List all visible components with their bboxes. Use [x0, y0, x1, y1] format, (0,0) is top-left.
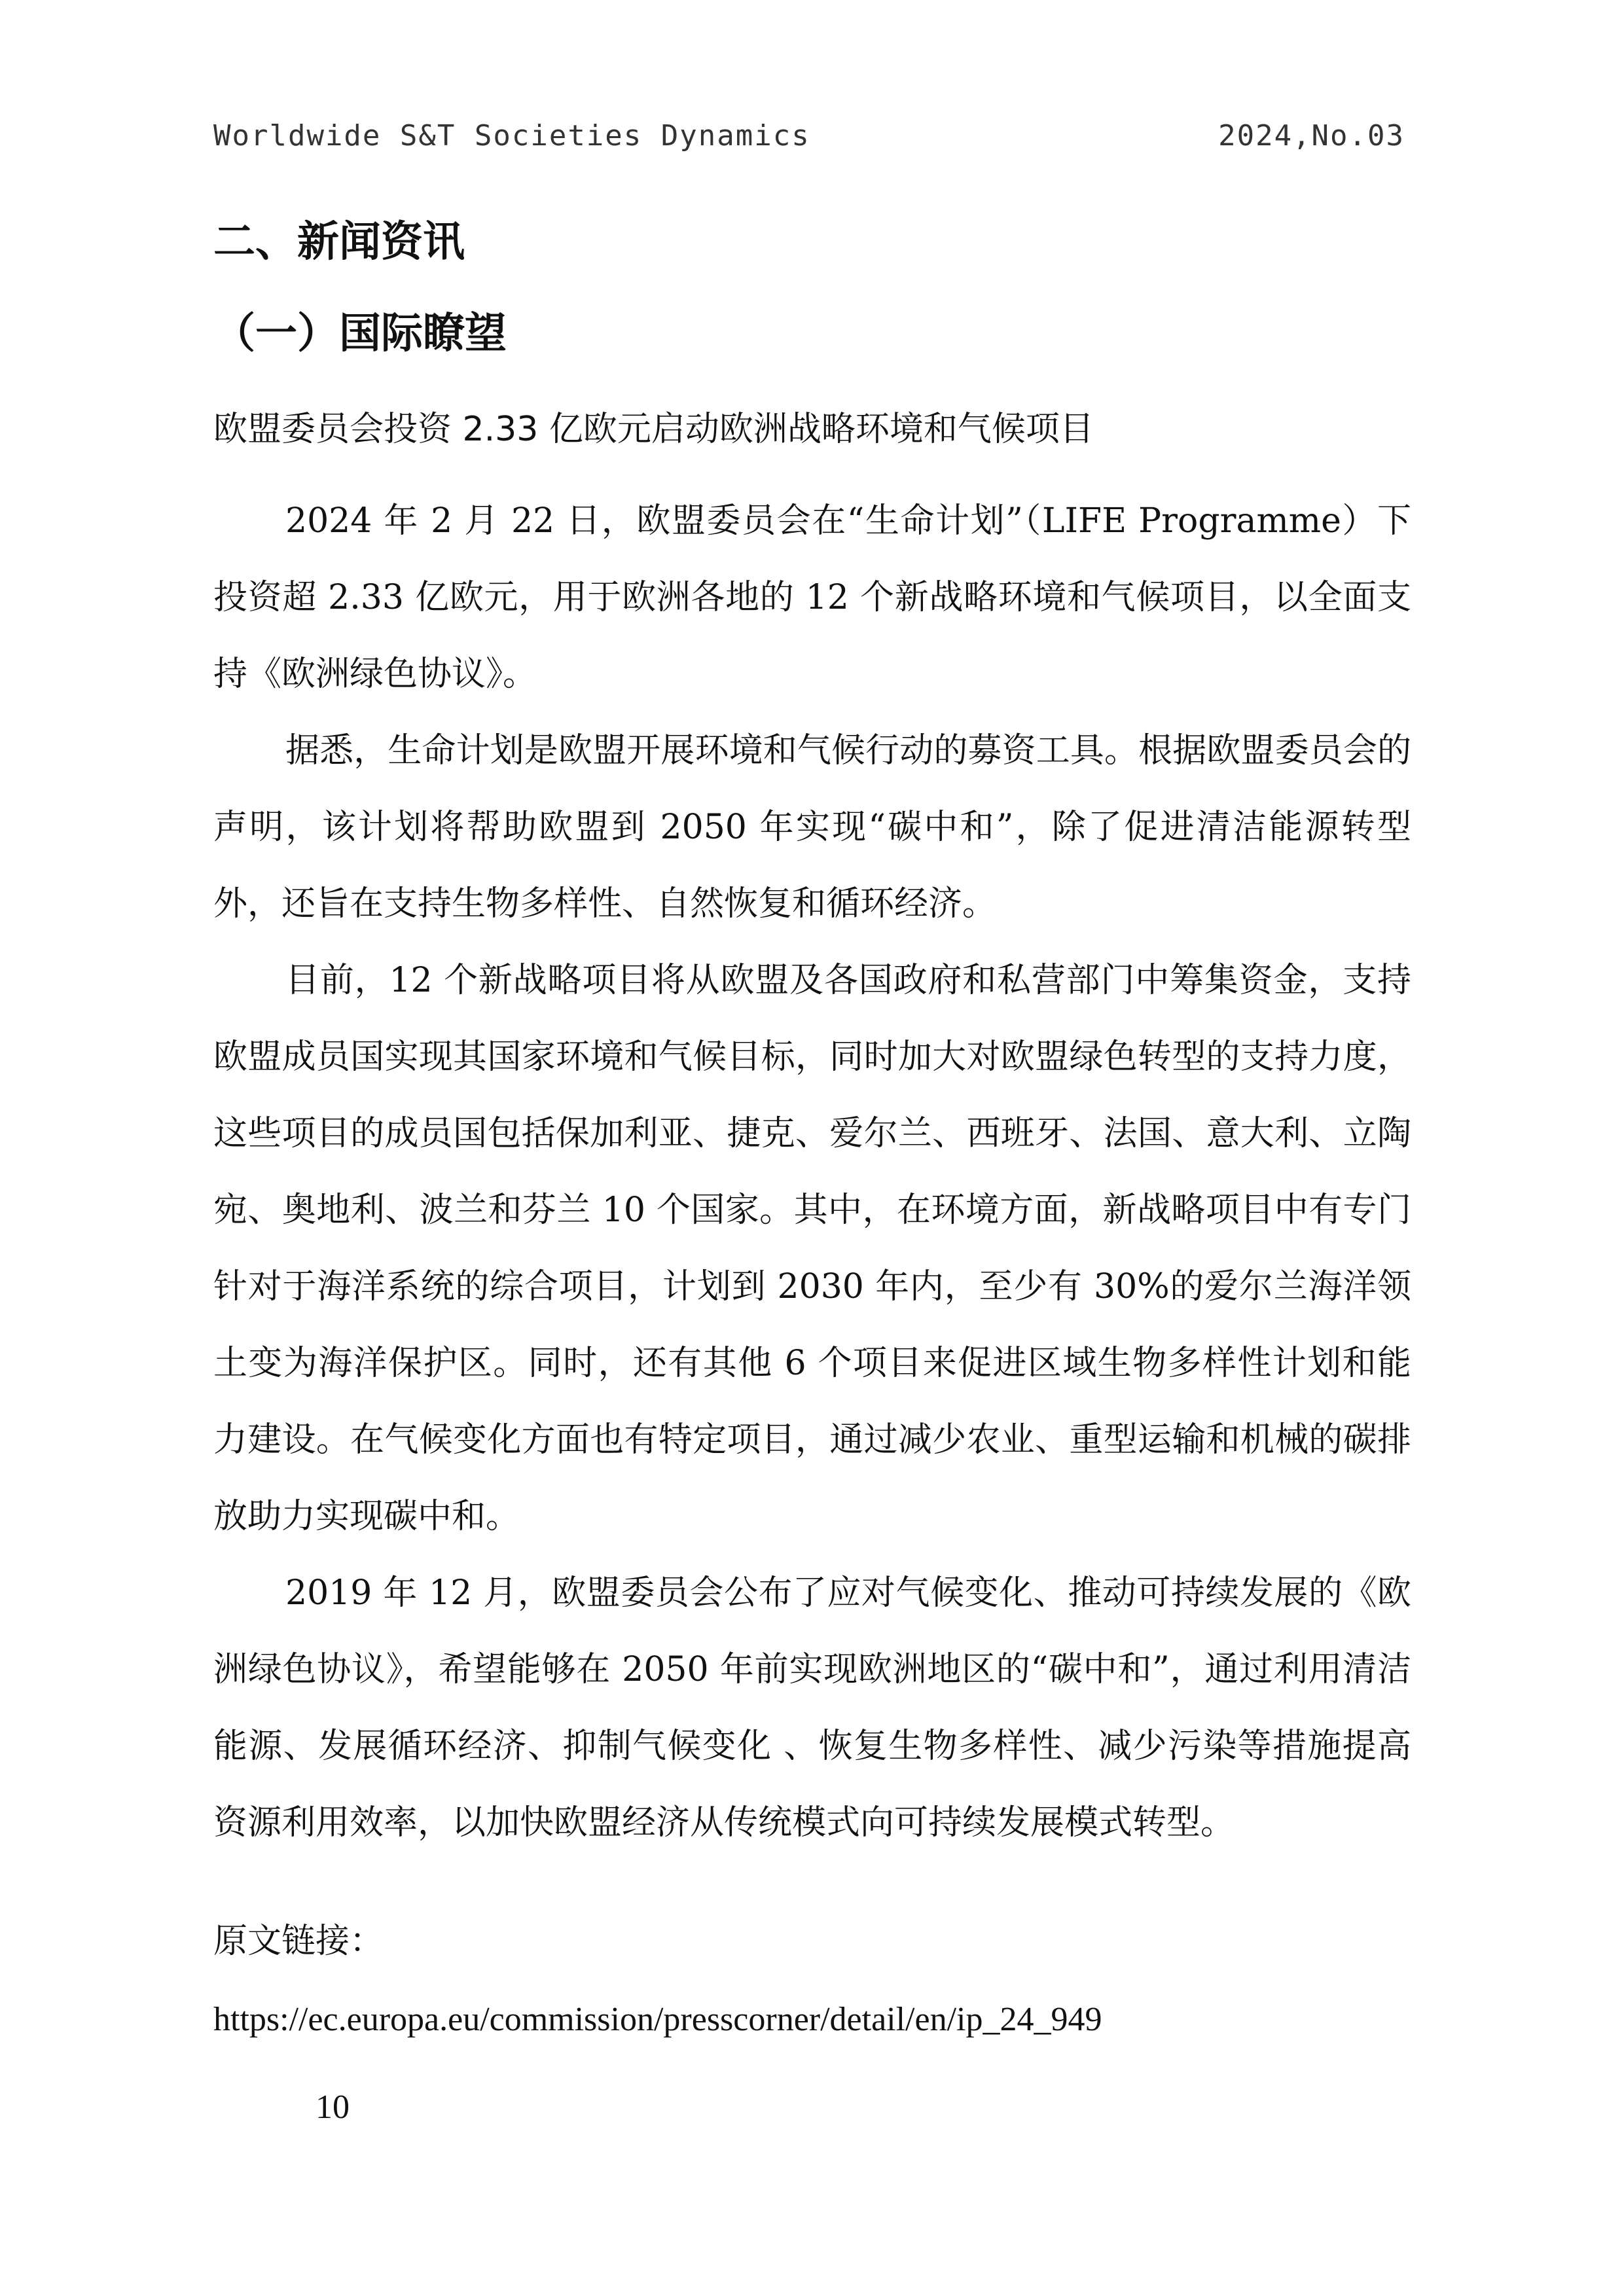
journal-name: Worldwide S&T Societies Dynamics [213, 119, 810, 152]
paragraph: 目前，12 个新战略项目将从欧盟及各国政府和私营部门中筹集资金，支持欧盟成员国实现其国家环境和气候目标，同时加大对欧盟绿色转型的支持力度，这些项目的成员国包括保加利亚、捷克、爱尔兰、西班牙、法国、意大利、立陶宛、奥地利、波兰和芬兰 10 个国家。其中，在环境方面，新战略项目中有专门针对于海洋系统的综合项目，计划到 2030 年内，至少有 30%的爱尔兰海洋领土变为海洋保护区。同时，还有其他 6 个项目来促进区域生物多样性计划和能力建设。在气候变化方面也有特定项目，通过减少农业、重型运输和机械的碳排放助力实现碳中和。 [213, 961, 1411, 1536]
source-link[interactable]: https://ec.europa.eu/commission/presscorner/detail/en/ip_24_949 [213, 2001, 1102, 2038]
paragraph: 2024 年 2 月 22 日，欧盟委员会在“生命计划”（LIFE Programme）下投资超 2.33 亿欧元，用于欧洲各地的 12 个新战略环境和气候项目，以全面支持《欧洲绿色协议》。 [213, 501, 1411, 694]
subsection-title: （一）国际瞭望 [213, 310, 507, 358]
running-header [213, 119, 1405, 158]
issue-number: 2024,No.03 [1218, 119, 1405, 152]
paragraph: 2019 年 12 月，欧盟委员会公布了应对气候变化、推动可持续发展的《欧洲绿色协议》，希望能够在 2050 年前实现欧洲地区的“碳中和”，通过利用清洁能源、发展循环经济、抑制气候变化 、恢复生物多样性、减少污染等措施提高资源利用效率，以加快欧盟经济从传统模式向可持续发展模式转型。 [213, 1573, 1411, 1842]
section-title: 二、新闻资讯 [213, 218, 465, 266]
page-number: 10 [316, 2089, 350, 2126]
article-body [213, 483, 1411, 1861]
source-label: 原文链接： [213, 1922, 384, 1961]
article-title: 欧盟委员会投资 2.33 亿欧元启动欧洲战略环境和气候项目 [213, 410, 1094, 449]
paragraph: 据悉，生命计划是欧盟开展环境和气候行动的募资工具。根据欧盟委员会的声明，该计划将帮助欧盟到 2050 年实现“碳中和”，除了促进清洁能源转型外，还旨在支持生物多样性、自然恢复和循环经济。 [213, 731, 1411, 924]
